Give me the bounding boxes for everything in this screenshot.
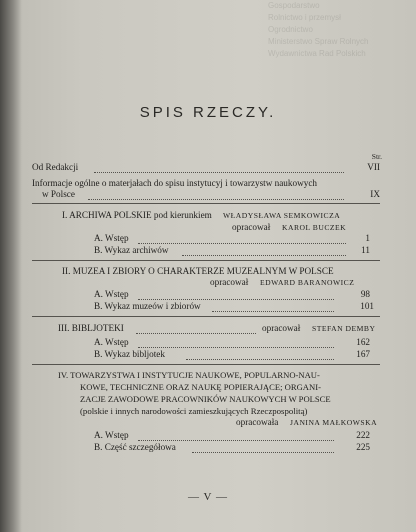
- section-divider: [32, 260, 380, 261]
- section-towarzystwa-line1: IV. TOWARZYSTWA I INSTYTUCJE NAUKOWE, POPULARNO-NAU-: [58, 370, 320, 380]
- section-divider: [32, 364, 380, 365]
- leader-dots: [136, 325, 256, 334]
- leader-dots: [182, 247, 346, 256]
- section-divider: [32, 316, 380, 317]
- ghost-line: Gospodarstwo: [268, 1, 320, 10]
- section-biblioteki-b-page: 167: [356, 349, 370, 359]
- section-towarzystwa-a-label: A. Wstęp: [94, 430, 129, 440]
- section-muzea-a-page: 98: [360, 289, 370, 299]
- section-towarzystwa-compiler: JANINA MAŁKOWSKA: [290, 418, 378, 427]
- leader-dots: [138, 235, 346, 244]
- leader-dots: [88, 191, 344, 200]
- section-towarzystwa-line2: KOWE, TECHNICZNE ORAZ NAUKĘ POPIERAJĄCE; ORGANI-: [80, 382, 321, 392]
- section-biblioteki-compiler: STEFAN DEMBY: [312, 324, 376, 333]
- section-archiwa-a-label: A. Wstęp: [94, 233, 129, 243]
- section-muzea-compiled: opracował: [210, 277, 249, 287]
- page-title: SPIS RZECZY.: [139, 104, 277, 121]
- section-archiwa-editor: WŁADYSŁAWA SEMKOWICZA: [223, 211, 341, 220]
- section-towarzystwa-line4: (polskie i innych narodowości zamieszkujących Rzeczpospolitą): [80, 406, 308, 416]
- section-muzea-title: II. MUZEA I ZBIORY O CHARAKTERZE MUZEALNYM W POLSCE: [62, 266, 334, 276]
- leader-dots: [138, 291, 334, 300]
- leader-dots: [138, 339, 334, 348]
- section-archiwa-b-label: B. Wykaz archiwów: [94, 245, 169, 255]
- leader-dots: [94, 164, 344, 173]
- section-archiwa-compiler: KAROL BUCZEK: [282, 223, 347, 232]
- entry-od-redakcji-label: Od Redakcji: [32, 162, 79, 172]
- section-archiwa-title: I. ARCHIWA POLSKIE pod kierunkiem: [62, 210, 212, 220]
- section-muzea-a-label: A. Wstęp: [94, 289, 129, 299]
- section-archiwa-a-page: 1: [365, 233, 370, 243]
- section-biblioteki-a-page: 162: [356, 337, 370, 347]
- leader-dots: [138, 432, 334, 441]
- page-column-header: Str.: [371, 152, 382, 161]
- leader-dots: [212, 303, 334, 312]
- entry-informacje-line2: w Polsce: [42, 189, 75, 199]
- section-biblioteki-compiled: opracował: [262, 323, 301, 333]
- bleed-through-text: [268, 0, 416, 80]
- section-towarzystwa-line3: ZACJE ZAWODOWE PRACOWNIKÓW NAUKOWYCH W POLSCE: [80, 394, 331, 404]
- section-towarzystwa-a-page: 222: [356, 430, 370, 440]
- ghost-line: Rolnictwo i przemysł: [268, 13, 341, 22]
- page-number-footer: — V —: [187, 491, 229, 503]
- book-spine-shadow: [0, 0, 22, 532]
- leader-dots: [192, 444, 334, 453]
- ghost-line: Wydawnictwa Rad Polskich: [268, 49, 366, 58]
- section-towarzystwa-b-page: 225: [356, 442, 370, 452]
- leader-dots: [186, 351, 334, 360]
- section-towarzystwa-compiled: opracowała: [236, 417, 279, 427]
- section-muzea-compiler: EDWARD BARANOWICZ: [260, 278, 355, 287]
- section-divider: [32, 203, 380, 204]
- section-biblioteki-a-label: A. Wstęp: [94, 337, 129, 347]
- section-muzea-b-page: 101: [360, 301, 374, 311]
- section-muzea-b-label: B. Wykaz muzeów i zbiorów: [94, 301, 201, 311]
- entry-od-redakcji-page: VII: [367, 162, 380, 172]
- entry-informacje-page: IX: [370, 189, 380, 199]
- section-archiwa-compiled: opracował: [232, 222, 271, 232]
- ghost-line: Ministerstwo Spraw Rolnych: [268, 37, 369, 46]
- section-biblioteki-title: III. BIBLJOTEKI: [58, 323, 124, 333]
- entry-informacje-line1: Informacje ogólne o materjałach do spisu instytucyj i towarzystw naukowych: [32, 178, 317, 188]
- section-archiwa-b-page: 11: [361, 245, 370, 255]
- section-biblioteki-b-label: B. Wykaz bibljotek: [94, 349, 165, 359]
- ghost-line: Ogrodnictwo: [268, 25, 313, 34]
- section-towarzystwa-b-label: B. Część szczegółowa: [94, 442, 176, 452]
